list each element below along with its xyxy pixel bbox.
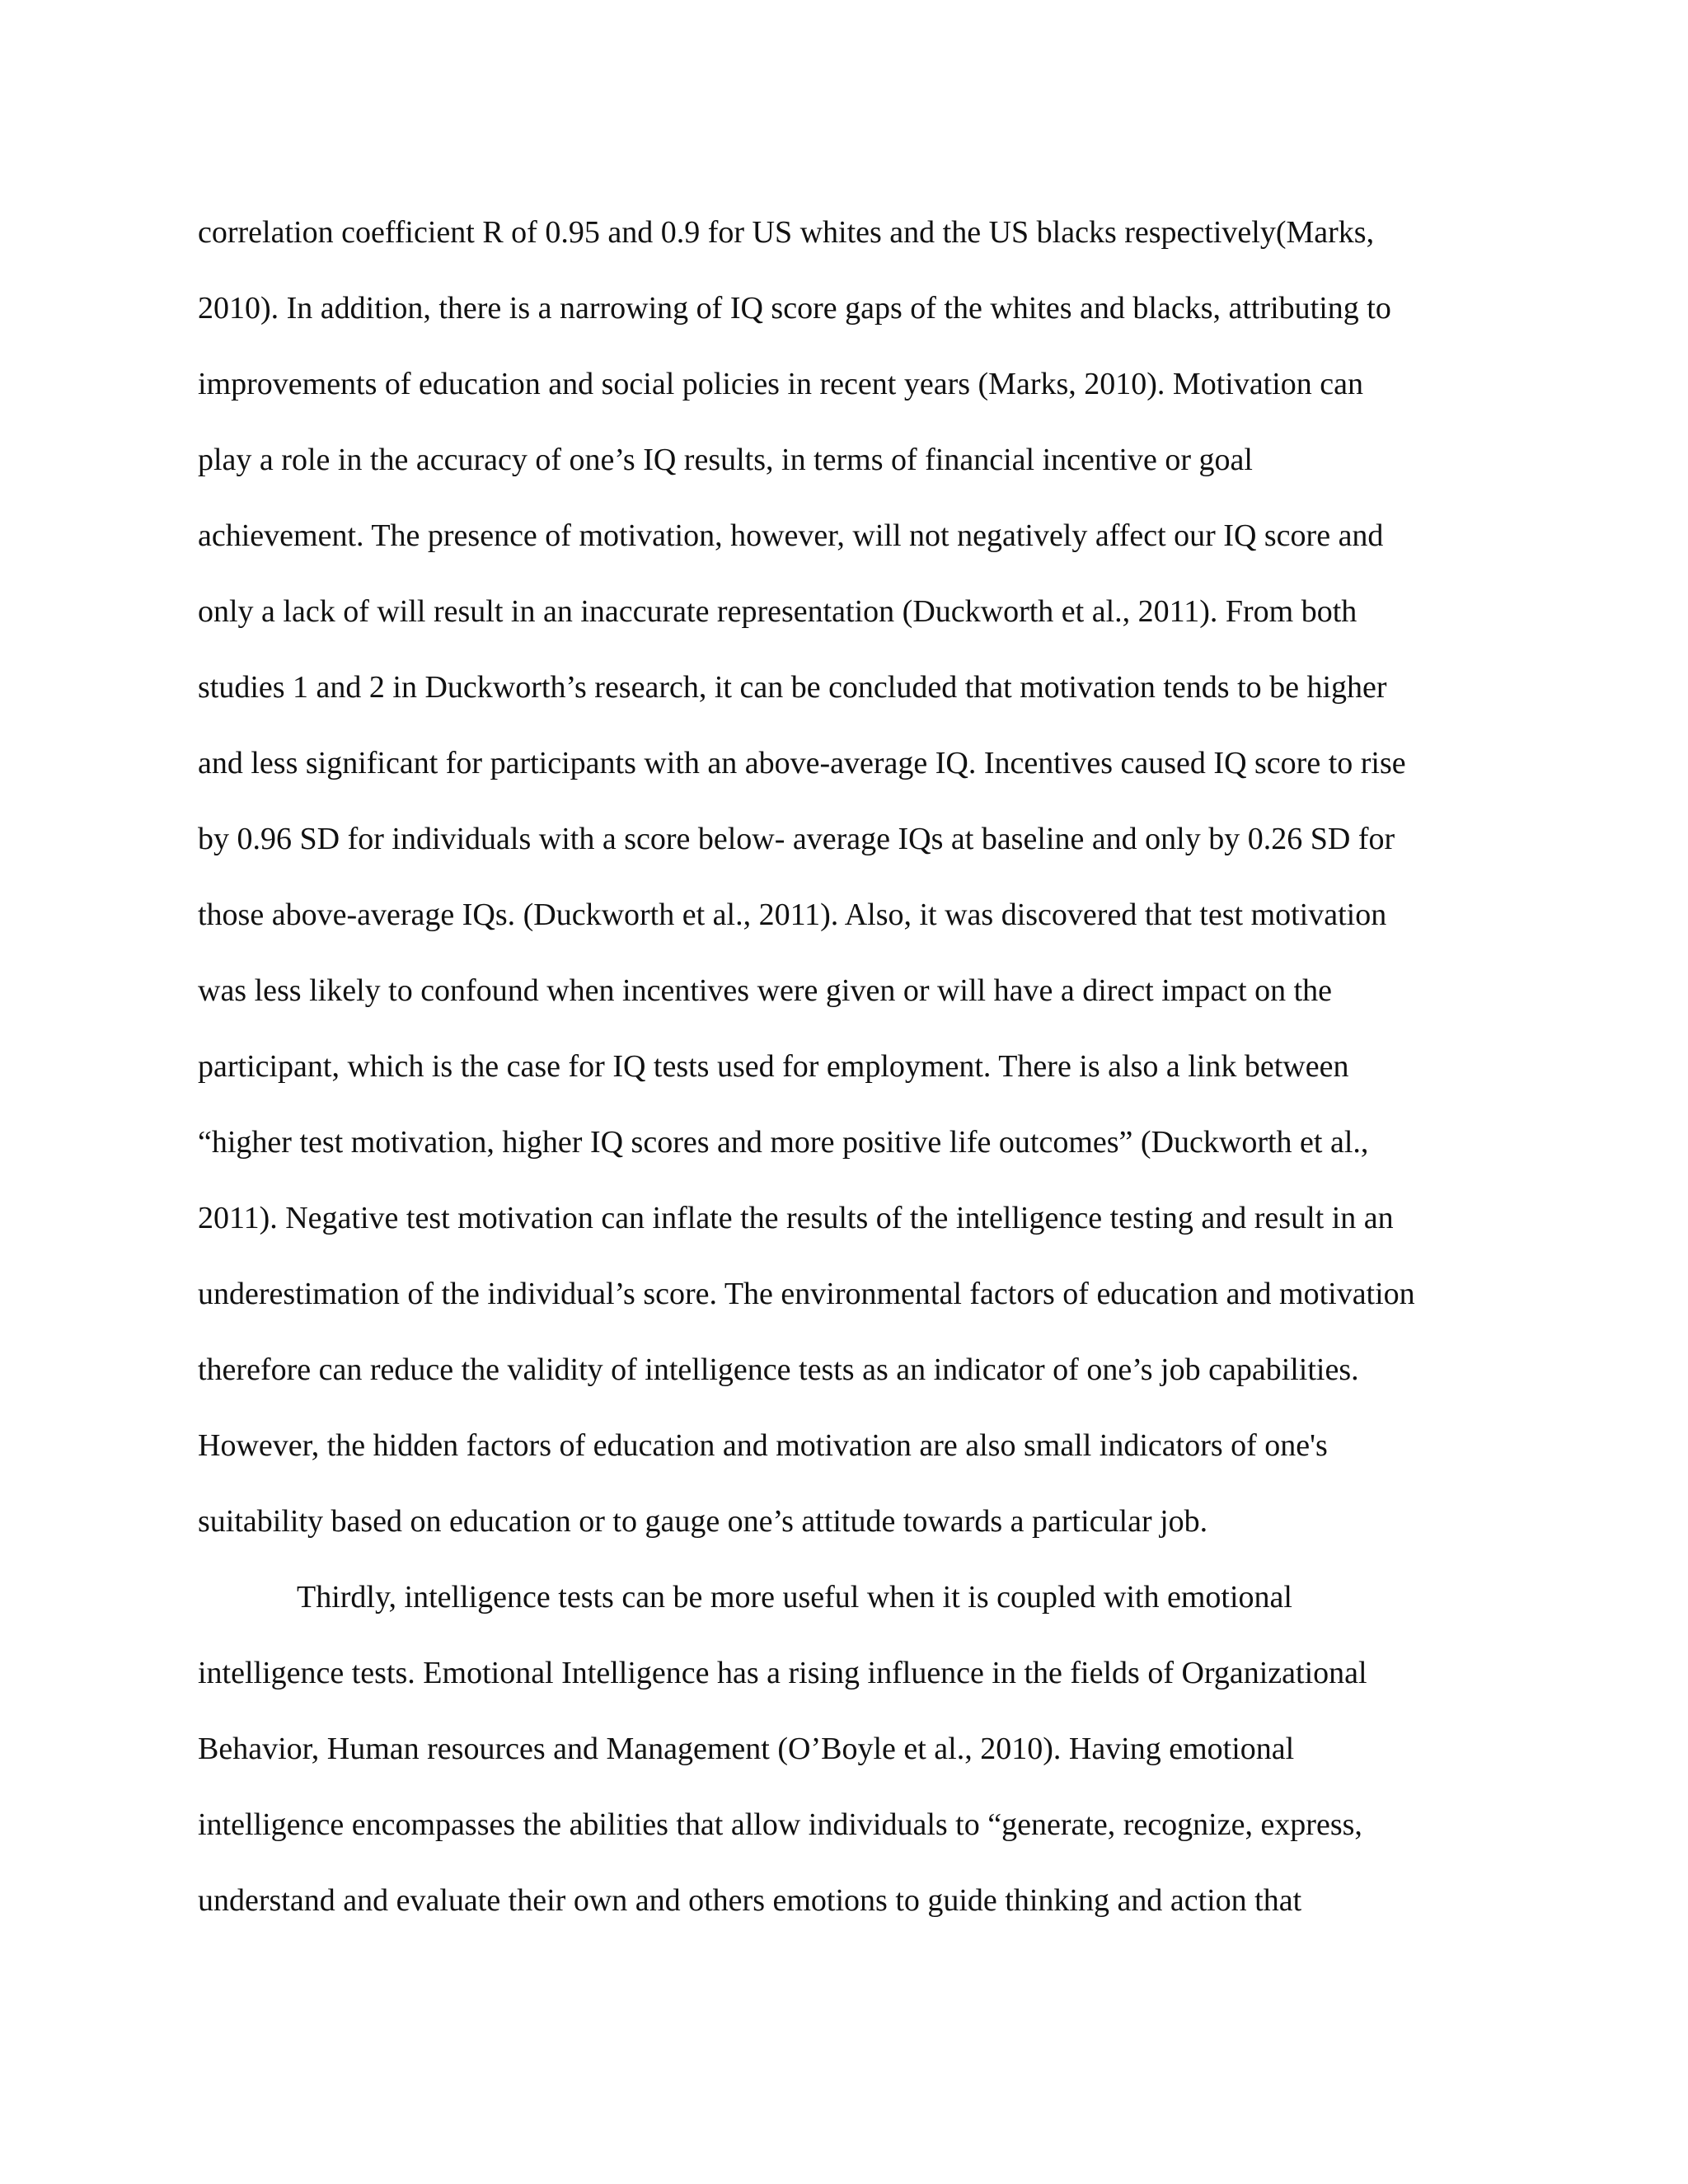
text-line: understand and evaluate their own and others emotions to guide thinking and action that	[198, 1883, 1302, 1918]
text-line: by 0.96 SD for individuals with a score below- average IQs at baseline and only by 0.26 SD for	[198, 822, 1395, 856]
text-line: only a lack of will result in an inaccurate representation (Duckworth et al., 2011). From both	[198, 594, 1357, 629]
text-line: achievement. The presence of motivation, however, will not negatively affect our IQ score and	[198, 518, 1384, 553]
text-line: correlation coefficient R of 0.95 and 0.9 for US whites and the US blacks respectively(Marks,	[198, 215, 1375, 250]
text-line: therefore can reduce the validity of intelligence tests as an indicator of one’s job capabilities.	[198, 1352, 1359, 1387]
text-line: However, the hidden factors of education and motivation are also small indicators of one's	[198, 1428, 1328, 1463]
text-line: studies 1 and 2 in Duckworth’s research, it can be concluded that motivation tends to be higher	[198, 670, 1387, 705]
text-line: suitability based on education or to gauge one’s attitude towards a particular job.	[198, 1504, 1208, 1539]
text-line: was less likely to confound when incentives were given or will have a direct impact on the	[198, 973, 1333, 1008]
text-line: underestimation of the individual’s score. The environmental factors of education and motivation	[198, 1277, 1415, 1311]
text-line: 2011). Negative test motivation can inflate the results of the intelligence testing and result in an	[198, 1201, 1394, 1235]
text-line: participant, which is the case for IQ tests used for employment. There is also a link between	[198, 1049, 1349, 1084]
text-line: intelligence encompasses the abilities that allow individuals to “generate, recognize, express,	[198, 1807, 1362, 1842]
paragraph-first-line: Thirdly, intelligence tests can be more useful when it is coupled with emotional	[297, 1580, 1292, 1615]
text-line: 2010). In addition, there is a narrowing of IQ score gaps of the whites and blacks, attributing to	[198, 291, 1391, 326]
text-line: and less significant for participants with an above-average IQ. Incentives caused IQ score to rise	[198, 746, 1406, 780]
text-line: those above-average IQs. (Duckworth et al., 2011). Also, it was discovered that test motivation	[198, 898, 1387, 932]
text-line: “higher test motivation, higher IQ scores and more positive life outcomes” (Duckworth et al.,	[198, 1125, 1369, 1160]
text-line: improvements of education and social policies in recent years (Marks, 2010). Motivation can	[198, 367, 1364, 401]
text-line: intelligence tests. Emotional Intelligence has a rising influence in the fields of Organizational	[198, 1656, 1367, 1690]
text-line: play a role in the accuracy of one’s IQ results, in terms of financial incentive or goal	[198, 443, 1253, 477]
text-line: Behavior, Human resources and Management (O’Boyle et al., 2010). Having emotional	[198, 1732, 1295, 1766]
